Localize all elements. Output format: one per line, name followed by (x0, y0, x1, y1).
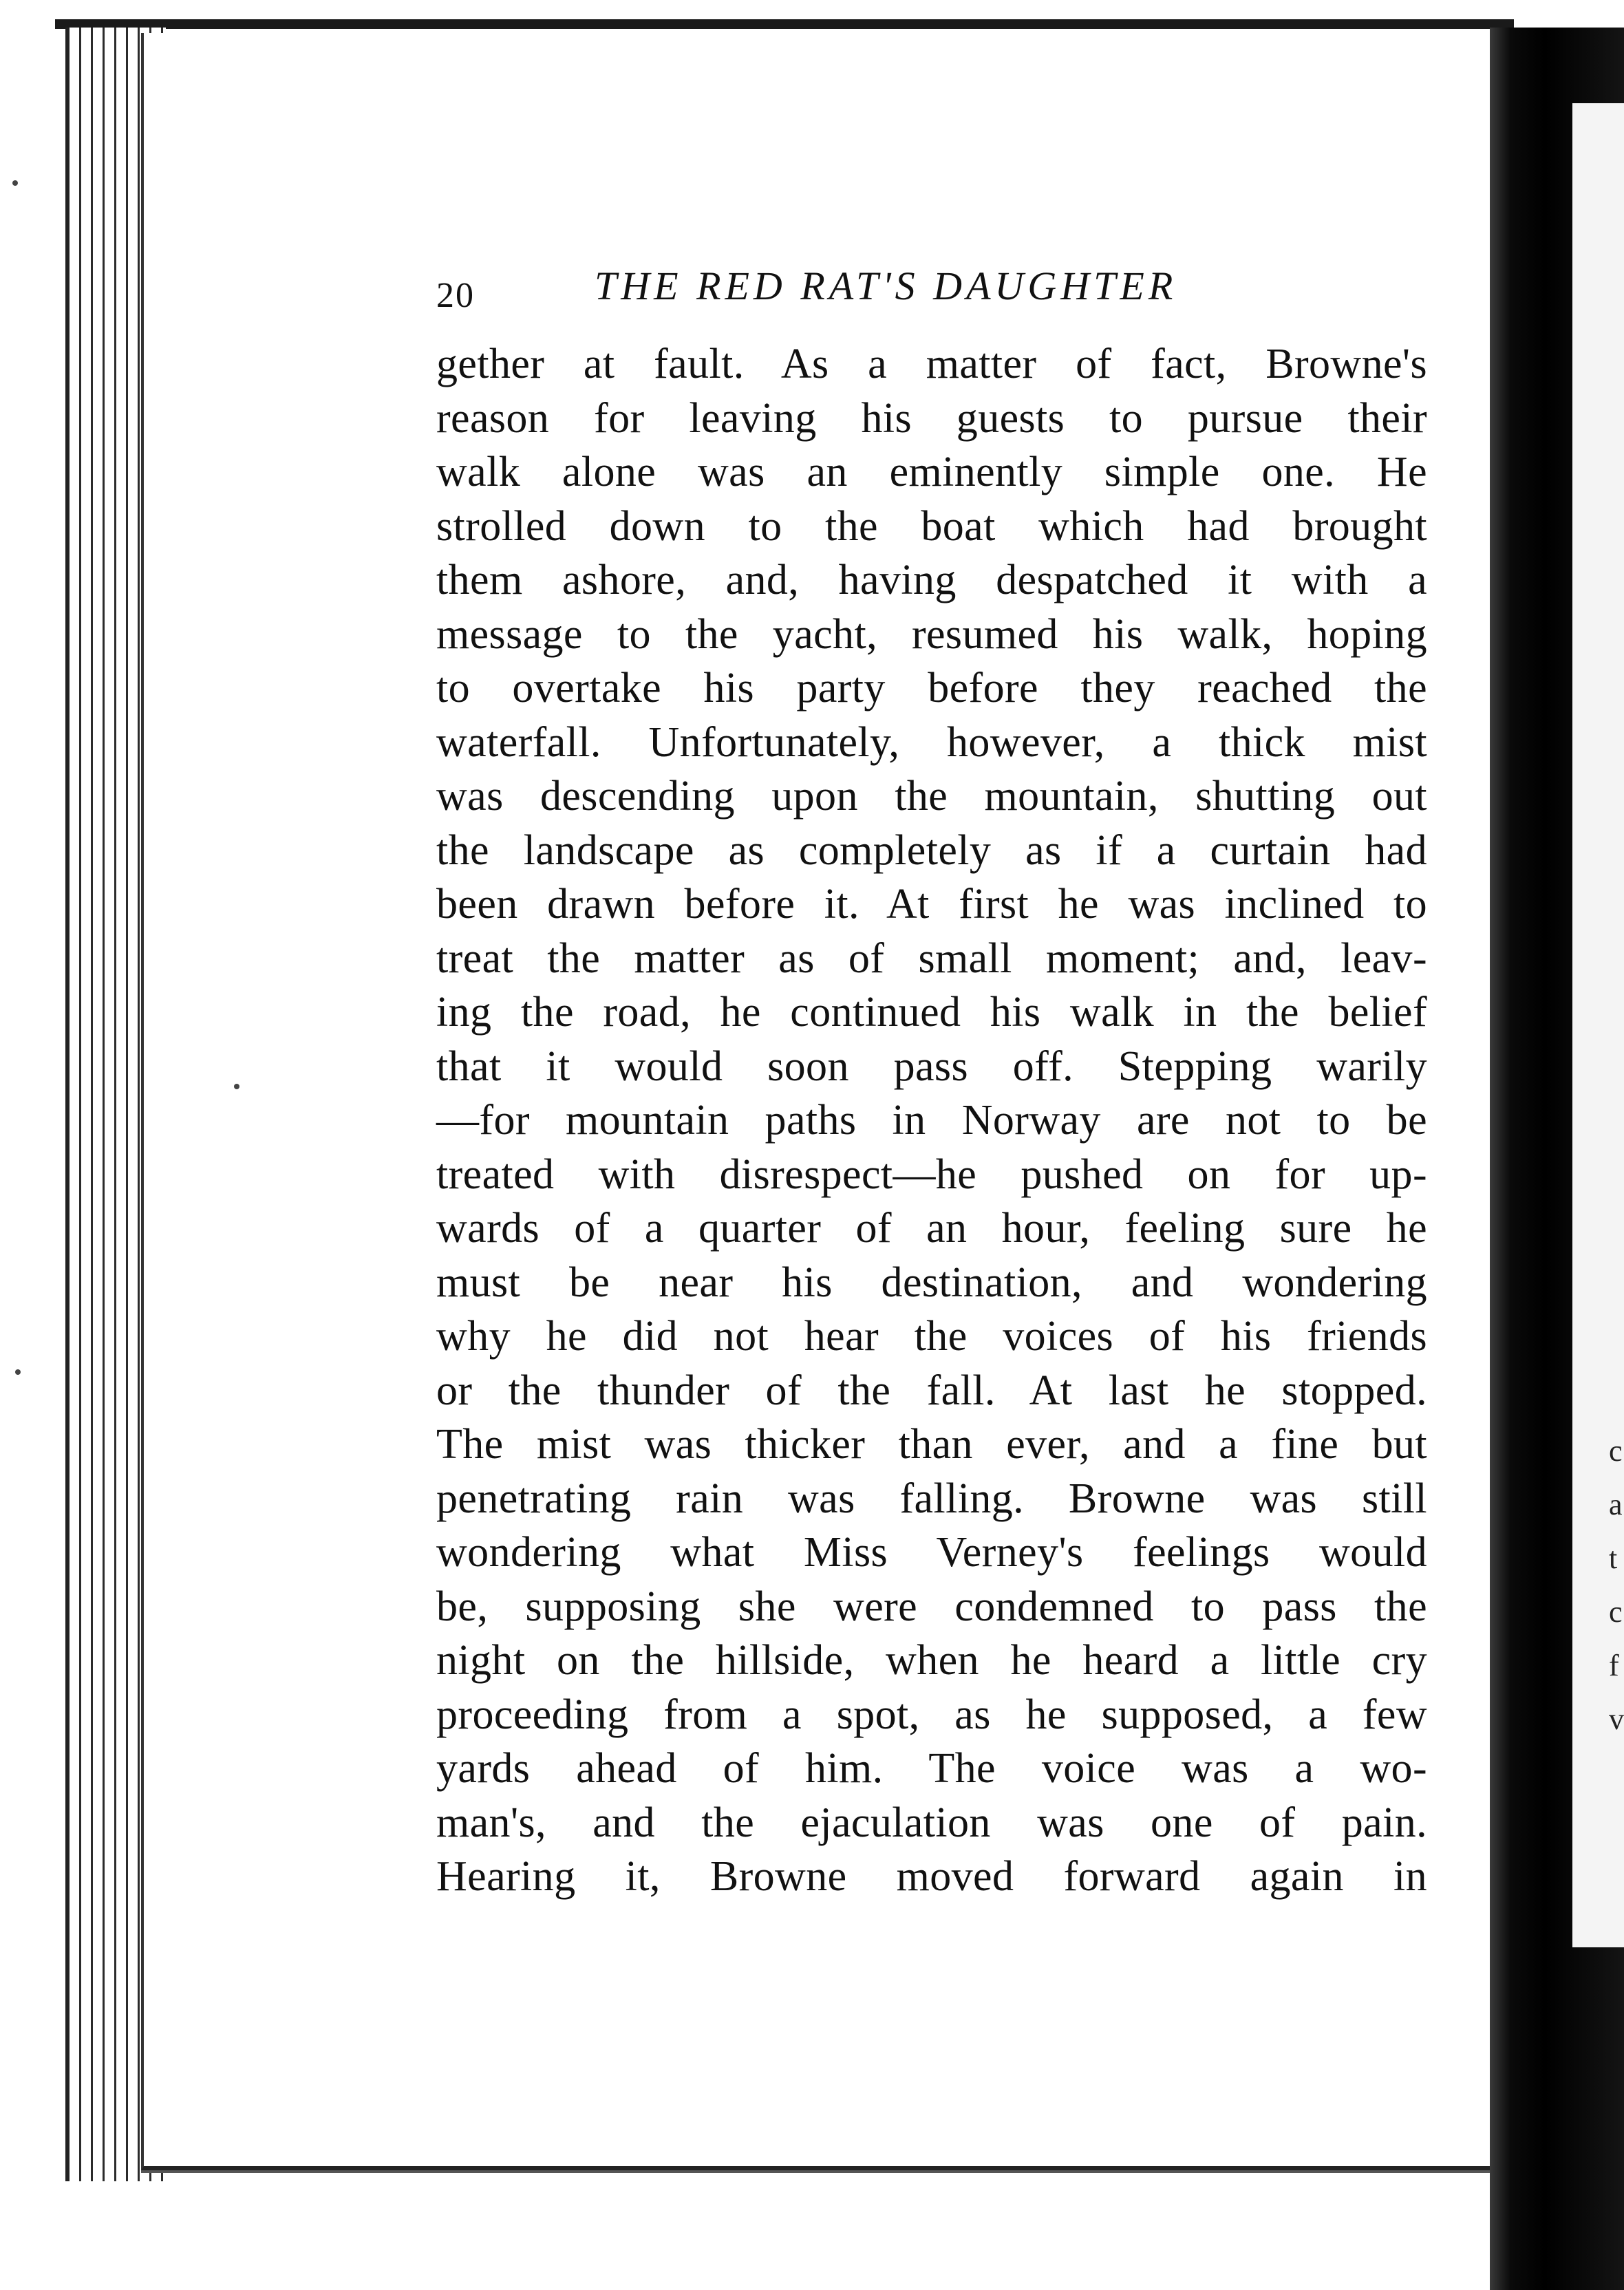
text-line: gether at fault. As a matter of fact, Browne's (436, 341, 1427, 387)
scan-speck (234, 1084, 239, 1089)
text-line: strolled down to the boat which had brought (436, 502, 1427, 550)
text-line: that it would soon pass off. Stepping warily (436, 1042, 1427, 1090)
facing-page-letters (1609, 1424, 1624, 1746)
text-line: proceeding from a spot, as he supposed, a few (436, 1691, 1427, 1738)
page-content (436, 256, 1427, 1904)
text-line: was descending upon the mountain, shutting out (436, 773, 1427, 820)
text-line: why he did not hear the voices of his friends (436, 1313, 1427, 1360)
text-line: treat the matter as of small moment; and, leav- (436, 934, 1427, 982)
facing-letter: c (1609, 1595, 1623, 1629)
text-line: waterfall. Unfortunately, however, a thick mist (436, 718, 1427, 766)
text-line: them ashore, and, having despatched it with a (436, 557, 1427, 603)
facing-letter: f (1609, 1649, 1619, 1682)
running-title: THE RED RAT'S DAUGHTER (595, 264, 1177, 308)
facing-letter: a (1609, 1488, 1623, 1521)
facing-letter: v (1609, 1702, 1624, 1736)
page-number: 20 (436, 276, 475, 315)
text-line: Hearing it, Browne moved forward again in (436, 1853, 1427, 1900)
facing-letter: c (1609, 1434, 1623, 1468)
text-line: reason for leaving his guests to pursue their (436, 394, 1427, 442)
text-line: be, supposing she were condemned to pass the (436, 1583, 1427, 1630)
text-line: wondering what Miss Verney's feelings would (436, 1529, 1427, 1576)
scan-speck (15, 1369, 21, 1375)
text-line: walk alone was an eminently simple one. He (436, 449, 1427, 495)
text-line: The mist was thicker than ever, and a fine but (436, 1421, 1427, 1468)
text-line: yards ahead of him. The voice was a wo- (436, 1745, 1427, 1792)
text-line: treated with disrespect—he pushed on for up- (436, 1151, 1427, 1198)
body-paragraph (436, 325, 1427, 1904)
text-line: been drawn before it. At first he was inclined to (436, 881, 1427, 928)
text-line: wards of a quarter of an hour, feeling sure he (436, 1205, 1427, 1252)
scan-speck (12, 180, 18, 186)
text-line: —for mountain paths in Norway are not to be (436, 1097, 1427, 1144)
text-line: message to the yacht, resumed his walk, hoping (436, 610, 1427, 658)
text-line: the landscape as completely as if a curtain had (436, 826, 1427, 874)
text-line: to overtake his party before they reached the (436, 665, 1427, 711)
text-line: man's, and the ejaculation was one of pain. (436, 1799, 1427, 1846)
text-line: ing the road, he continued his walk in the belief (436, 989, 1427, 1036)
text-line: or the thunder of the fall. At last he stopped. (436, 1367, 1427, 1414)
text-line: penetrating rain was falling. Browne was still (436, 1475, 1427, 1522)
text-line: must be near his destination, and wondering (436, 1259, 1427, 1306)
text-line: night on the hillside, when he heard a little cry (436, 1637, 1427, 1684)
facing-letter: t (1609, 1541, 1618, 1575)
scan-top-edge (55, 19, 1514, 29)
running-head (436, 256, 1427, 325)
